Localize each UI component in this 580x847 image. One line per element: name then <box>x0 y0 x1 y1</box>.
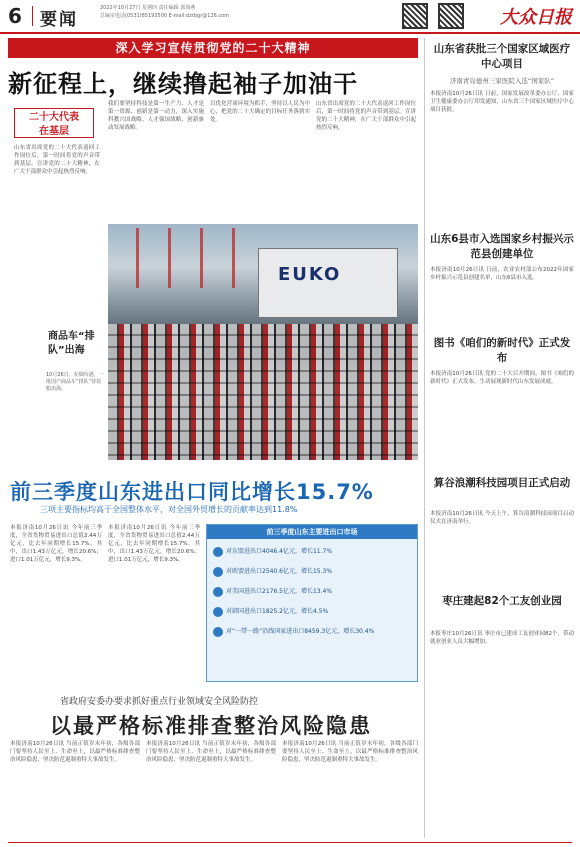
safety-body-col1: 本报济南10月26日讯 当前正值岁末年初，各级各部门要坚持人民至上、生命至上，以最严格标准排查整治风险隐患，坚决防范遏制重特大事故发生。 <box>10 741 140 763</box>
cars-rows-graphic <box>108 324 418 460</box>
column-tag <box>14 108 94 138</box>
infobox-title: 前三季度山东主要进出口市场 <box>207 525 417 539</box>
issue-info: 2022年10月27日 星期四 责任编辑 郭海燕 <box>100 5 196 11</box>
lead-body-col1: 山东省出席党的二十大代表返回工作岗位后，第一时间将党的声音带到基层。宣讲党的二十大精神，在广大干部群众中引起热烈反响。 <box>14 145 100 175</box>
story4-body: 本报济南10月26日讯 今天上午，算谷浪潮科技园项目启动仪式在济南举行。 <box>430 511 574 525</box>
safety-body-col2: 本报济南10月26日讯 当前正值岁末年初，各级各部门要坚持人民至上、生命至上，以最严格标准排查整治风险隐患，坚决防范遏制重特大事故发生。 <box>146 741 276 763</box>
lead-body-col3: 以优化营商环境为抓手，坚持以人民为中心，把党的二十大确定的目标任务落到实处。 <box>210 101 310 123</box>
trade-body-col1: 本报济南10月26日讯 今年前三季度，全省货物贸易进出口总值2.44万亿元，比去年同期增长15.7%。其中，出口1.43万亿元，增长20.6%；进口1.01万亿元，增长9.3%。 <box>10 525 102 563</box>
dot-icon <box>213 547 223 557</box>
column-tag-line2: 在基层 <box>39 126 69 137</box>
story4-title: 算谷浪潮科技园项目正式启动 <box>433 477 571 489</box>
infobox-item: 对“一带一路”沿线国家进出口8459.3亿元，增长30.4% <box>213 625 413 639</box>
trade-subheadline: 三项主要指标均高于全国整体水平，对全国外贸增长的贡献率达到11.8% <box>40 505 298 514</box>
infobox-item: 对东盟进出口4046.4亿元，增长11.7% <box>213 545 413 559</box>
story5-title: 枣庄建起82个工友创业园 <box>442 595 562 607</box>
newspaper-brand: 大众日报 <box>500 7 572 28</box>
story1-subtitle: 济南青岛德州三家医院入选“国家队” <box>449 77 555 85</box>
column-tag-line1: 二十大代表 <box>29 112 79 123</box>
masthead-meta <box>100 4 340 20</box>
dot-icon <box>213 627 223 637</box>
theme-banner: 深入学习宣传贯彻党的二十大精神 <box>8 38 418 58</box>
story3-body: 本报济南10月26日讯 党的二十大召开期间，图书《咱们的新时代》正式发布，生动展现新时代山东发展成就。 <box>430 371 574 385</box>
safety-subheadline: 省政府安委办要求抓好重点行业领域安全风险防控 <box>60 697 259 707</box>
trade-infobox <box>206 524 418 682</box>
story2-title: 山东6县市入选国家乡村振兴示范县创建单位 <box>430 233 574 260</box>
dot-icon <box>213 607 223 617</box>
lead-body-col2: 我们要坚持科技是第一生产力、人才是第一资源、创新是第一动力，深入实施科教兴国战略、人才强国战略、创新驱动发展战略。 <box>108 101 204 131</box>
safety-headline: 以最严格标准排查整治风险隐患 <box>50 714 372 738</box>
infobox-item: 对美国进出口2176.5亿元，增长13.4% <box>213 585 413 599</box>
story2-body: 本报济南10月26日讯 日前，农业农村部公布2022年国家乡村振兴示范县创建名单，山东6县市入选。 <box>430 267 574 281</box>
contact-info: 总编室电话(0531)85193500 E-mail:dzrbgr@126.com <box>100 13 230 19</box>
qr-code-icon <box>438 3 464 29</box>
lead-headline: 新征程上，继续撸起袖子加油干 <box>8 70 358 98</box>
masthead-divider <box>32 6 33 26</box>
section-title: 要闻 <box>40 10 78 30</box>
dot-icon <box>213 567 223 577</box>
page-number: 6 <box>8 4 22 28</box>
story1-body: 本报济南10月26日讯 日前，国家发展改革委办公厅、国家卫生健康委办公厅印发通知，山东省三个国家区域医疗中心项目获批。 <box>430 91 574 113</box>
ship-lettering: EUKO <box>278 264 342 285</box>
lead-body-col4: 山东省出席党的二十大代表返回工作岗位后，第一时间将党的声音带到基层。宣讲党的二十大精神，在广大干部群众中引起热烈反响。 <box>316 101 416 131</box>
infobox-item: 对韩国进出口1825.2亿元，增长4.5% <box>213 605 413 619</box>
story1-title: 山东省获批三个国家区域医疗中心项目 <box>433 43 571 70</box>
story3-title: 图书《咱们的新时代》正式发布 <box>433 337 571 364</box>
trade-headline: 前三季度山东进出口同比增长15.7% <box>10 480 374 504</box>
story5-body: 本报枣庄10月26日讯 枣庄市已建成工友创业园82个，带动就业创业人员大幅增加。 <box>430 631 574 645</box>
infobox-item: 对欧盟进出口2540.6亿元，增长15.3% <box>213 565 413 579</box>
photo-caption-title: 商品车“排队”出海 <box>48 331 95 356</box>
qr-code-icon <box>402 3 428 29</box>
footer-rule <box>8 842 572 843</box>
crane-graphic <box>118 228 248 288</box>
trade-body-col2: 本报济南10月26日讯 今年前三季度，全省货物贸易进出口总值2.44万亿元，比去年同期增长15.7%。其中，出口1.43万亿元，增长20.6%；进口1.01万亿元，增长9.3%。 <box>108 525 200 563</box>
port-photo <box>108 224 418 460</box>
masthead <box>0 0 580 34</box>
dot-icon <box>213 587 223 597</box>
column-divider <box>424 38 425 838</box>
photo-caption-text: 10月26日，在烟台港，一批国产商品车“排队”待装船出海。 <box>46 372 104 392</box>
safety-body-col3: 本报济南10月26日讯 当前正值岁末年初，各级各部门要坚持人民至上、生命至上，以最严格标准排查整治风险隐患，坚决防范遏制重特大事故发生。 <box>282 741 418 763</box>
